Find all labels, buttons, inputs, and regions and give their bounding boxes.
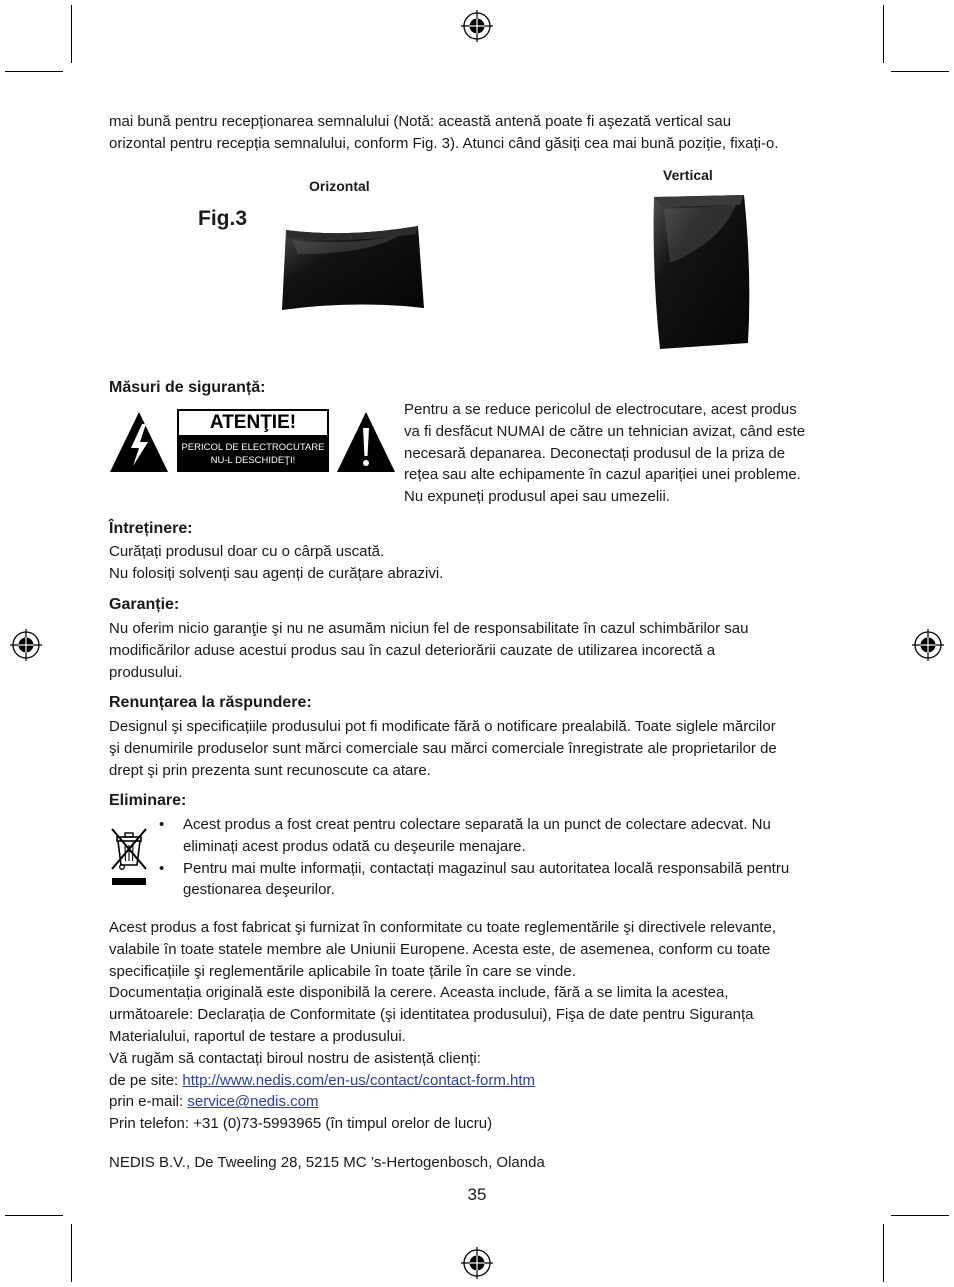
crop-mark — [71, 5, 72, 63]
website-line — [109, 1070, 889, 1092]
lightning-warning-icon — [108, 410, 170, 474]
disclaimer-line: şi denumirile produselor sunt mărci comerciale sau mărci comerciale înregistrate ale proprietarilor de — [109, 739, 777, 757]
bullet-line: Acest produs a fost creat pentru colectare separată la un punct de colectare adecvat. Nu — [183, 816, 771, 833]
crop-mark — [71, 1224, 72, 1282]
bullet-marker: • — [159, 859, 165, 877]
antenna-vertical-image — [650, 193, 752, 351]
conformity-line: Materialului, raportul de testare a produsului. — [109, 1027, 406, 1045]
bullet-line: gestionarea deşeurilor. — [183, 881, 335, 899]
conformity-line: următoarele: Declarația de Conformitate (şi identitatea produsului), Fişa de date pentru Siguranța — [109, 1006, 754, 1024]
warranty-text — [109, 618, 869, 683]
bullet-line: Pentru mai multe informații, contactați magazinul sau autoritatea locală responsabilă pentru — [183, 859, 790, 877]
maintenance-line: Nu folosiți solvenți sau agenți de curățare abrazivi. — [109, 564, 444, 582]
bullet-line: eliminați acest produs odată cu deşeurile menajare. — [183, 837, 526, 855]
safety-line: Pentru a se reduce pericolul de electrocutare, acest produs — [404, 401, 797, 418]
warranty-line: Nu oferim nicio garanţie şi nu ne asumăm niciun fel de responsabilitate în cazul schimbărilor sau — [109, 620, 749, 637]
disposal-title: Eliminare: — [109, 792, 187, 809]
disclaimer-title: Renunțarea la răspundere: — [109, 694, 312, 711]
list-item — [109, 858, 869, 902]
conformity-line: Documentația originală este disponibilă la cerere. Aceasta include, fără a se limita la acestea, — [109, 984, 729, 1002]
warranty-title: Garanție: — [109, 596, 180, 613]
conformity-line: valabile în toate statele membre ale Uniunii Europene. Acesta este, de asemenea, conform cu toate — [109, 940, 771, 958]
warranty-line: produsului. — [109, 663, 183, 681]
crop-mark — [891, 1215, 949, 1216]
website-prefix: de pe site: — [109, 1071, 183, 1089]
conformity-line: Vă rugăm să contactați biroul nostru de asistență clienți: — [109, 1049, 481, 1067]
figure-label: Fig.3 — [198, 207, 248, 230]
safety-line: necesară depanarea. Deconectați produsul de la priza de — [404, 444, 786, 462]
maintenance-title: Întreținere: — [109, 520, 193, 537]
maintenance-line: Curățați produsul doar cu o cârpă uscată. — [109, 543, 385, 560]
contact-form-link[interactable]: http://www.nedis.com/en-us/contact/contact-form.htm — [182, 1071, 536, 1089]
maintenance-text — [109, 541, 849, 585]
page-number: 35 — [467, 1185, 487, 1204]
email-line — [109, 1091, 889, 1113]
crop-mark — [883, 1224, 884, 1282]
warranty-line: modificărilor aduse acestui produs sau în cazul deteriorării cauzate de utilizarea incorectă a — [109, 641, 716, 659]
bullet-marker: • — [159, 816, 165, 833]
disclaimer-text — [109, 716, 869, 781]
phone-line: Prin telefon: +31 (0)73-5993965 (în timpul orelor de lucru) — [109, 1115, 493, 1133]
email-link[interactable]: service@nedis.com — [187, 1093, 319, 1111]
registration-mark-icon — [9, 628, 43, 662]
registration-mark-icon — [460, 9, 494, 43]
disclaimer-line: drept şi prin prezenta sunt recunoscute ca atare. — [109, 761, 431, 779]
safety-line: Nu expuneți produsul apei sau umezelii. — [404, 488, 670, 506]
safety-line: va fi desfăcut NUMAI de către un tehnician avizat, când este — [404, 422, 806, 440]
vertical-label: Vertical — [663, 167, 713, 183]
horizontal-label: Orizontal — [309, 178, 370, 194]
list-item — [109, 814, 869, 858]
crop-mark — [5, 1215, 63, 1216]
intro-line: orizontal pentru recepția semnalului, conform Fig. 3). Atunci când găsiți cea mai bună poziție, fixați-o. — [109, 134, 779, 152]
registration-mark-icon — [911, 628, 945, 662]
crop-mark — [891, 71, 949, 72]
exclamation-warning-icon — [335, 410, 397, 474]
warning-title: ATENŢIE! — [209, 412, 297, 433]
intro-line: mai bună pentru recepționarea semnalului (Notă: această antenă poate fi aşezată vertical sau — [109, 113, 732, 130]
warning-line: PERICOL DE ELECTROCUTARE — [181, 442, 325, 453]
crop-mark — [883, 5, 884, 63]
safety-title: Măsuri de siguranță: — [109, 379, 266, 396]
crop-mark — [5, 71, 63, 72]
safety-line: rețea sau alte echipamente în cazul apariției unei probleme. — [404, 466, 801, 484]
warning-line: NU-L DESCHIDEŢI! — [210, 455, 296, 466]
safety-text — [404, 399, 854, 508]
company-address: NEDIS B.V., De Tweeling 28, 5215 MC ’s-Hertogenbosch, Olanda — [109, 1154, 545, 1171]
antenna-horizontal-image — [278, 224, 426, 312]
email-prefix: prin e-mail: — [109, 1093, 188, 1111]
conformity-line: specificațiile şi reglementările aplicabile în toate țările în care se vinde. — [109, 962, 576, 980]
conformity-line: Acest produs a fost fabricat şi furnizat în conformitate cu toate reglementările şi directivele relevante, — [109, 919, 776, 936]
conformity-text — [109, 917, 889, 1135]
disclaimer-line: Designul şi specificațiile produsului pot fi modificate fără o notificare prealabilă. Toate siglele mărcilor — [109, 718, 776, 735]
warning-label-box — [177, 409, 329, 472]
disposal-list — [109, 814, 869, 901]
registration-mark-icon — [460, 1246, 494, 1280]
intro-paragraph — [109, 111, 869, 155]
